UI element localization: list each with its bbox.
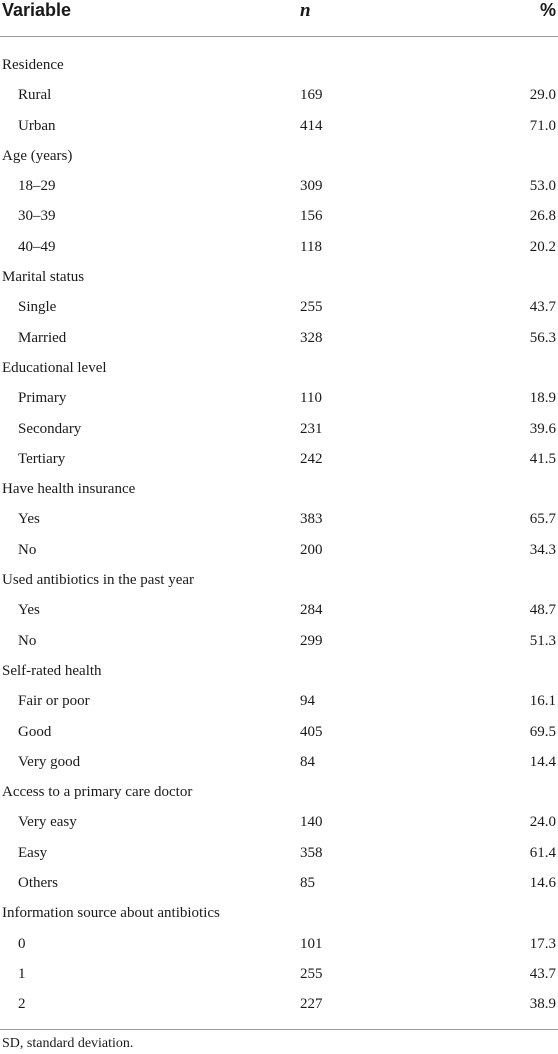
cell-n: 284 bbox=[300, 602, 323, 619]
cell-n: 156 bbox=[300, 208, 323, 225]
row-label: Tertiary bbox=[18, 450, 66, 467]
row-label: 18–29 bbox=[18, 178, 56, 195]
cell-percent: 65.7 bbox=[529, 511, 556, 528]
cell-n: 118 bbox=[300, 238, 322, 255]
table-row bbox=[0, 686, 558, 716]
table-row bbox=[0, 80, 558, 110]
table-row bbox=[0, 201, 558, 231]
header-percent: % bbox=[539, 0, 556, 20]
cell-n: 94 bbox=[300, 693, 315, 710]
group-label: Residence bbox=[2, 57, 64, 73]
table-footnote: SD, standard deviation. bbox=[2, 1036, 134, 1051]
cell-percent: 20.2 bbox=[529, 238, 556, 255]
cell-n: 242 bbox=[300, 450, 323, 467]
row-label: Primary bbox=[18, 390, 67, 407]
group-label: Information source about antibiotics bbox=[2, 905, 220, 922]
row-label: Yes bbox=[18, 602, 40, 619]
row-label: Easy bbox=[18, 844, 48, 861]
cell-percent: 26.8 bbox=[529, 208, 556, 225]
cell-percent: 14.4 bbox=[529, 753, 556, 770]
group-label: Marital status bbox=[2, 269, 85, 286]
cell-percent: 71.0 bbox=[529, 117, 556, 134]
cell-n: 231 bbox=[300, 420, 323, 437]
row-label: Good bbox=[18, 723, 52, 740]
header-variable: Variable bbox=[2, 0, 72, 20]
table-row bbox=[0, 535, 558, 565]
cell-percent: 53.0 bbox=[529, 178, 556, 195]
cell-n: 358 bbox=[300, 844, 323, 861]
table-row bbox=[0, 232, 558, 262]
table-row bbox=[0, 868, 558, 898]
cell-percent: 43.7 bbox=[529, 965, 556, 982]
table-row bbox=[0, 171, 558, 201]
cell-percent: 17.3 bbox=[529, 935, 556, 952]
group-label: Self-rated health bbox=[2, 662, 102, 679]
table-row bbox=[0, 959, 558, 989]
group-label: Access to a primary care doctor bbox=[2, 784, 193, 801]
row-label: Single bbox=[18, 299, 57, 316]
row-label: 2 bbox=[18, 996, 26, 1013]
row-label: 30–39 bbox=[18, 208, 56, 225]
table-row bbox=[0, 929, 558, 959]
group-label: Have health insurance bbox=[2, 481, 136, 498]
header-n: n bbox=[300, 0, 311, 21]
cell-n: 101 bbox=[300, 935, 323, 952]
cell-n: 255 bbox=[300, 299, 323, 316]
group-label: Used antibiotics in the past year bbox=[2, 572, 195, 589]
table-group-row bbox=[0, 565, 558, 595]
table-group-row bbox=[0, 777, 558, 807]
table-group-row bbox=[0, 474, 558, 504]
table-row bbox=[0, 595, 558, 625]
cell-percent: 18.9 bbox=[529, 390, 556, 407]
row-label: Very good bbox=[18, 753, 81, 770]
row-label: Married bbox=[18, 329, 67, 346]
cell-n: 255 bbox=[300, 965, 323, 982]
cell-n: 414 bbox=[300, 117, 323, 134]
row-label: Fair or poor bbox=[18, 693, 90, 710]
row-label: Rural bbox=[18, 87, 52, 104]
table-row bbox=[0, 383, 558, 413]
cell-n: 169 bbox=[300, 87, 323, 104]
table-header bbox=[0, 0, 558, 37]
cell-n: 405 bbox=[300, 723, 323, 740]
row-label: 1 bbox=[18, 965, 26, 982]
row-label: Very easy bbox=[18, 814, 77, 831]
row-label: No bbox=[18, 541, 37, 558]
table-group-row bbox=[0, 898, 558, 928]
cell-n: 328 bbox=[300, 329, 323, 346]
table-row bbox=[0, 747, 558, 777]
table-row bbox=[0, 414, 558, 444]
table-group-row bbox=[0, 141, 558, 171]
cell-n: 200 bbox=[300, 541, 323, 558]
table-group-row bbox=[0, 656, 558, 686]
cell-percent: 39.6 bbox=[529, 420, 556, 437]
cell-percent: 38.9 bbox=[529, 996, 556, 1013]
row-label: 40–49 bbox=[18, 238, 56, 255]
table-row bbox=[0, 111, 558, 141]
table-row bbox=[0, 807, 558, 837]
table-row bbox=[0, 444, 558, 474]
cell-percent: 51.3 bbox=[529, 632, 556, 649]
cell-n: 227 bbox=[300, 996, 323, 1013]
cell-percent: 34.3 bbox=[529, 541, 556, 558]
cell-percent: 61.4 bbox=[529, 844, 556, 861]
table-row bbox=[0, 838, 558, 868]
row-label: 0 bbox=[18, 935, 26, 952]
table-row bbox=[0, 717, 558, 747]
group-label: Age (years) bbox=[2, 147, 73, 164]
row-label: No bbox=[18, 632, 37, 649]
cell-n: 383 bbox=[300, 511, 323, 528]
table-group-row bbox=[0, 353, 558, 383]
cell-percent: 69.5 bbox=[529, 723, 556, 740]
cell-n: 110 bbox=[300, 390, 322, 407]
cell-n: 85 bbox=[300, 875, 315, 892]
cell-n: 299 bbox=[300, 632, 323, 649]
footer-rule bbox=[0, 1029, 558, 1030]
cell-percent: 14.6 bbox=[529, 875, 556, 892]
cell-n: 309 bbox=[300, 178, 323, 195]
row-label: Secondary bbox=[18, 420, 82, 437]
table-body bbox=[0, 50, 558, 1020]
group-label: Educational level bbox=[2, 359, 107, 376]
cell-percent: 16.1 bbox=[529, 693, 556, 710]
cell-percent: 56.3 bbox=[529, 329, 556, 346]
cell-percent: 48.7 bbox=[529, 602, 556, 619]
cell-n: 84 bbox=[300, 753, 315, 770]
row-label: Urban bbox=[18, 117, 56, 134]
cell-percent: 41.5 bbox=[529, 450, 556, 467]
table-row bbox=[0, 292, 558, 322]
table-group-row bbox=[0, 50, 558, 80]
cell-percent: 24.0 bbox=[529, 814, 556, 831]
table-row bbox=[0, 323, 558, 353]
cell-percent: 43.7 bbox=[529, 299, 556, 316]
row-label: Yes bbox=[18, 511, 40, 528]
table-row bbox=[0, 626, 558, 656]
row-label: Others bbox=[18, 875, 58, 892]
table-row bbox=[0, 989, 558, 1019]
table-group-row bbox=[0, 262, 558, 292]
cell-percent: 29.0 bbox=[529, 87, 556, 104]
cell-n: 140 bbox=[300, 814, 323, 831]
table-row bbox=[0, 504, 558, 534]
